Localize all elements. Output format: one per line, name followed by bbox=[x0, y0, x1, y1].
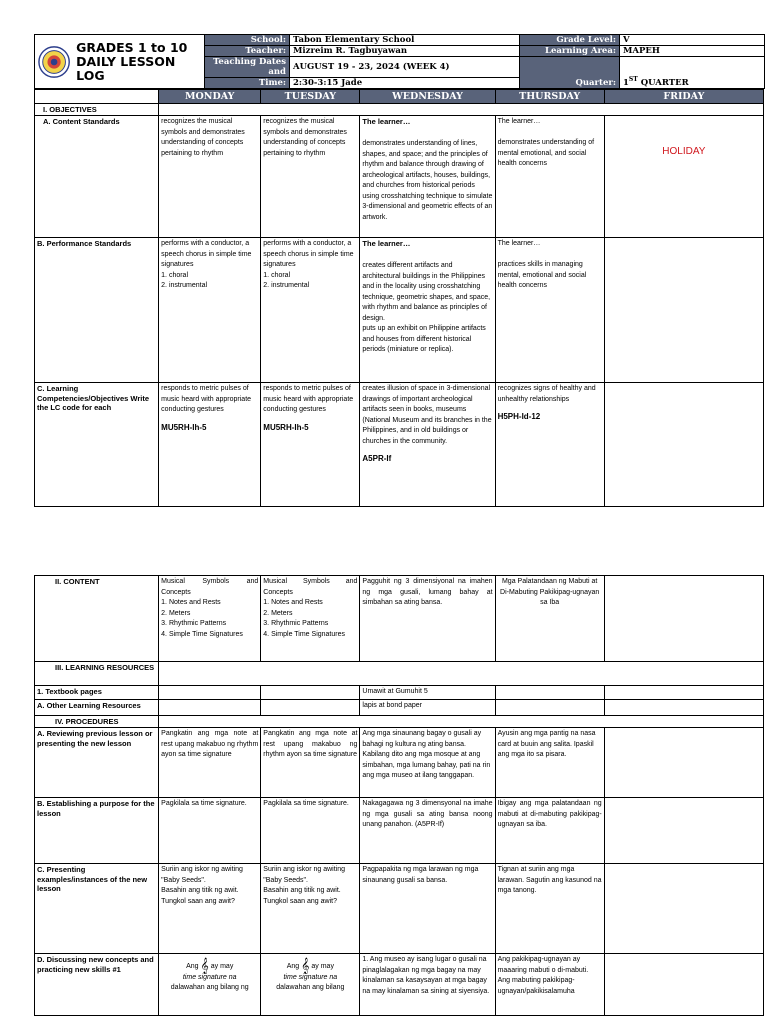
d-tue: Ang 𝄞 ay may time signature na dalawahan ang bilang bbox=[261, 954, 360, 1016]
c-mon: Suriin ang iskor ng awiting "Baby Seeds". Basahin ang titik ng awit. Tungkol saan ang awit? bbox=[159, 864, 261, 954]
a-mon: Pangkatin ang mga note at rest upang makabuo ng rhythm ayon sa time signature bbox=[159, 728, 261, 798]
content-thu: Mga Palatandaan ng Mabuti at Di-Mabuting Pakikipag-ugnayan sa Iba bbox=[495, 576, 604, 662]
lc-tue: responds to metric pulses of music heard with appropriate conducting gestures MU5RH-Ih-5 bbox=[261, 383, 360, 507]
a-fri bbox=[604, 728, 763, 798]
textbook-mon bbox=[159, 686, 261, 700]
other-resources-label: A. Other Learning Resources bbox=[35, 700, 159, 716]
quarter-value: 1ST QUARTER bbox=[620, 57, 765, 89]
resources-heading: III. LEARNING RESOURCES bbox=[35, 662, 159, 686]
day-monday: MONDAY bbox=[159, 90, 261, 104]
textbook-fri bbox=[604, 686, 763, 700]
other-wed: lapis at bond paper bbox=[360, 700, 495, 716]
content-standards-label: A. Content Standards bbox=[35, 116, 159, 238]
perf-mon: performs with a conductor, a speech chorus in simple time signatures 1. choral 2. instrumental bbox=[159, 238, 261, 383]
a-tue: Pangkatin ang mga note at rest upang makabuo ng rhythm ayon sa time signature bbox=[261, 728, 360, 798]
textbook-wed: Umawit at Gumuhit 5 bbox=[360, 686, 495, 700]
time-signature-icon: 𝄞 bbox=[200, 958, 209, 974]
textbook-tue bbox=[261, 686, 360, 700]
day-friday: FRIDAY bbox=[604, 90, 763, 104]
d-thu: Ang pakikipag-ugnayan ay maaaring mabuti o di-mabuti. Ang mabuting pakikipag-ugnayan/pakikisalamuha bbox=[495, 954, 604, 1016]
dates-label: Teaching Dates and bbox=[205, 57, 290, 78]
time-signature-icon: 𝄞 bbox=[301, 958, 310, 974]
school-label: School: bbox=[205, 35, 290, 46]
content-mon: recognizes the musical symbols and demonstrates understanding of concepts pertaining to rhythm bbox=[159, 116, 261, 238]
objectives-blank bbox=[159, 104, 764, 116]
lc-fri bbox=[604, 383, 763, 507]
content-heading: II. CONTENT bbox=[35, 576, 159, 662]
quarter-label: Quarter: bbox=[520, 57, 620, 89]
teacher-value: Mizreim R. Tagbuyawan bbox=[290, 46, 520, 57]
perf-wed: The learner… creates different artifacts and architectural buildings in the Philippines and in the locality using crosshatching technique, geometric shapes, and space, with rhythm and balance as principles of design. puts up an exhibit on Philippine artifacts and houses from different historical periods (miniature or replica). bbox=[360, 238, 495, 383]
other-thu bbox=[495, 700, 604, 716]
lc-wed: creates illusion of space in 3-dimensional drawings of important archeological artifacts seen in books, museums (National Museum and its branches in the Philippines, and in old buildings or churches in the community. A5PR-If bbox=[360, 383, 495, 507]
learning-competencies-label: C. Learning Competencies/Objectives Write the LC code for each bbox=[35, 383, 159, 507]
objectives-heading: I. OBJECTIVES bbox=[35, 104, 159, 116]
discussing-label: D. Discussing new concepts and practicing new skills #1 bbox=[35, 954, 159, 1016]
b-tue: Pagkilala sa time signature. bbox=[261, 798, 360, 864]
grade-label: Grade Level: bbox=[520, 35, 620, 46]
textbook-label: 1. Textbook pages bbox=[35, 686, 159, 700]
school-value: Tabon Elementary School bbox=[290, 35, 520, 46]
area-label: Learning Area: bbox=[520, 46, 620, 57]
other-fri bbox=[604, 700, 763, 716]
time-label: Time: bbox=[205, 78, 290, 89]
b-mon: Pagkilala sa time signature. bbox=[159, 798, 261, 864]
friday-holiday: HOLIDAY bbox=[604, 116, 763, 238]
resources-blank bbox=[159, 662, 764, 686]
d-mon: Ang 𝄞 ay may time signature na dalawahan ang bilang ng bbox=[159, 954, 261, 1016]
content-wed: The learner… demonstrates understanding of lines, shapes, and space; and the principles of rhythm and balance through drawing of archeological artifacts, houses, buildings, and churches from historical periods using crosshatching technique to simulate 3-dimensional and geometric effects of an artwork. bbox=[360, 116, 495, 238]
lc-thu: recognizes signs of healthy and unhealthy relationships H5PH-Id-12 bbox=[495, 383, 604, 507]
teacher-label: Teacher: bbox=[205, 46, 290, 57]
procedures-blank bbox=[159, 716, 764, 728]
a-thu: Ayusin ang mga pantig na nasa card at buuin ang salita. Ipaskil ang mga ito sa pisara. bbox=[495, 728, 604, 798]
d-wed: 1. Ang museo ay isang lugar o gusali na pinaglalagakan ng mga bagay na may kinalaman sa kasaysayan at mga bagay na may kinalaman sa sining at siyensiya. bbox=[360, 954, 495, 1016]
d-fri bbox=[604, 954, 763, 1016]
lc-mon: responds to metric pulses of music heard with appropriate conducting gestures MU5RH-Ih-5 bbox=[159, 383, 261, 507]
presenting-label: C. Presenting examples/instances of the new lesson bbox=[35, 864, 159, 954]
form-title: GRADES 1 to 10 bbox=[76, 39, 188, 55]
other-tue bbox=[261, 700, 360, 716]
day-wednesday: WEDNESDAY bbox=[360, 90, 495, 104]
day-tuesday: TUESDAY bbox=[261, 90, 360, 104]
c-fri bbox=[604, 864, 763, 954]
content-tue: Musical Symbols and Concepts 1. Notes and Rests 2. Meters 3. Rhythmic Patterns 4. Simple Time Signatures bbox=[261, 576, 360, 662]
perf-thu: The learner… practices skills in managing mental, emotional and social health concerns bbox=[495, 238, 604, 383]
time-value: 2:30-3:15 Jade bbox=[290, 78, 520, 89]
area-value: MAPEH bbox=[620, 46, 765, 57]
perf-fri bbox=[604, 238, 763, 383]
content-fri bbox=[604, 576, 763, 662]
reviewing-label: A. Reviewing previous lesson or presenting the new lesson bbox=[35, 728, 159, 798]
c-wed: Pagpapakita ng mga larawan ng mga sinaunang gusali sa bansa. bbox=[360, 864, 495, 954]
c-tue: Suriin ang iskor ng awiting "Baby Seeds". Basahin ang titik ng awit. Tungkol saan ang awit? bbox=[261, 864, 360, 954]
performance-standards-label: B. Performance Standards bbox=[35, 238, 159, 383]
deped-seal-icon bbox=[38, 45, 70, 79]
content-mon: Musical Symbols and Concepts 1. Notes and Rests 2. Meters 3. Rhythmic Patterns 4. Simple Time Signatures bbox=[159, 576, 261, 662]
dates-value: AUGUST 19 - 23, 2024 (WEEK 4) bbox=[290, 57, 520, 78]
b-wed: Nakagagawa ng 3 dimensyonal na imahe ng mga gusali sa ating bansa noong unang panahon. (A5PR-If) bbox=[360, 798, 495, 864]
objectives-table bbox=[34, 89, 764, 507]
title-block bbox=[35, 35, 205, 89]
content-wed: Pagguhit ng 3 dimensiyonal na imahen ng mga gusali, lumang bahay at simbahan sa ating bansa. bbox=[360, 576, 495, 662]
content-thu: The learner… demonstrates understanding of mental emotional, and social health concerns bbox=[495, 116, 604, 238]
a-wed: Ang mga sinaunang bagay o gusali ay bahagi ng kultura ng ating bansa. Kabilang dito ang mga mosque at ang simbahan, mga lumang bahay, pati na rin ang mga museo at ilang tanggapan. bbox=[360, 728, 495, 798]
lesson-log-header bbox=[34, 34, 765, 89]
blank-corner bbox=[35, 90, 159, 104]
content-procedures-table bbox=[34, 575, 764, 1016]
procedures-heading: IV. PROCEDURES bbox=[35, 716, 159, 728]
perf-tue: performs with a conductor, a speech chorus in simple time signatures 1. choral 2. instrumental bbox=[261, 238, 360, 383]
form-subtitle: DAILY LESSON LOG bbox=[76, 53, 176, 83]
c-thu: Tignan at suriin ang mga larawan. Sagutin ang kasunod na mga tanong. bbox=[495, 864, 604, 954]
textbook-thu bbox=[495, 686, 604, 700]
grade-value: V bbox=[620, 35, 765, 46]
b-fri bbox=[604, 798, 763, 864]
day-thursday: THURSDAY bbox=[495, 90, 604, 104]
purpose-label: B. Establishing a purpose for the lesson bbox=[35, 798, 159, 864]
content-tue: recognizes the musical symbols and demonstrates understanding of concepts pertaining to rhythm bbox=[261, 116, 360, 238]
other-mon bbox=[159, 700, 261, 716]
b-thu: Ibigay ang mga palatandaan ng mabuti at di-mabuting pakikipag-ugnayan sa iba. bbox=[495, 798, 604, 864]
